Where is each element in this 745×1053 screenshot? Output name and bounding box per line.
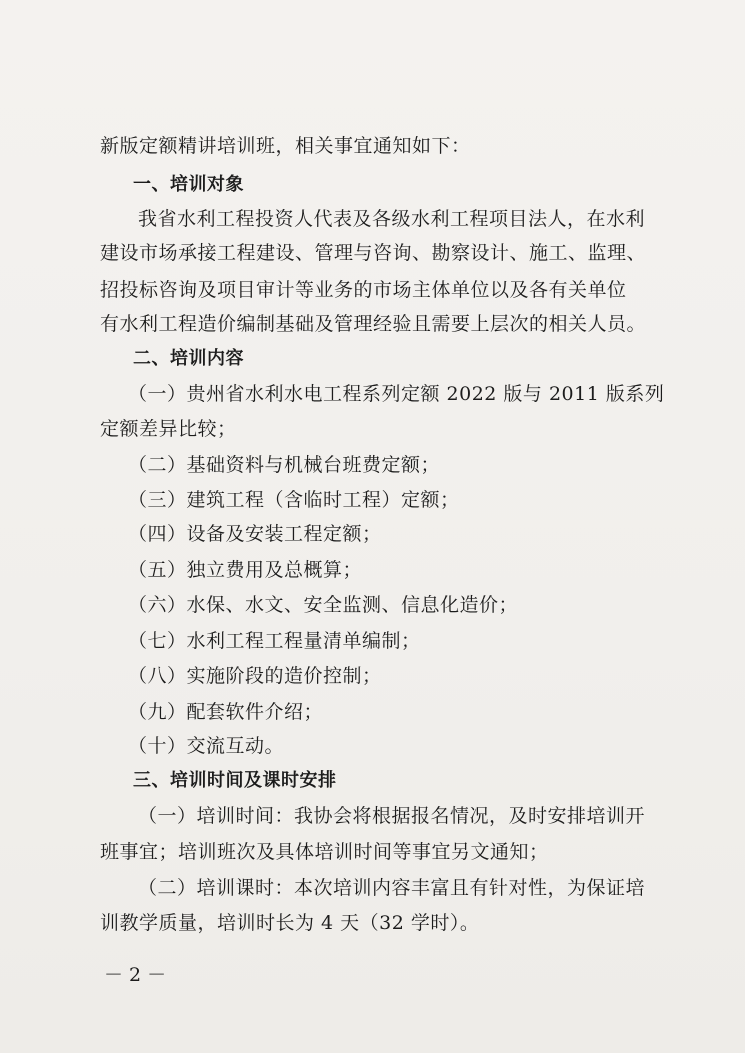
list-item: （七）水利工程工程量清单编制；: [128, 630, 421, 652]
list-item: （十）交流互动。: [128, 735, 285, 757]
intro-line: 新版定额精讲培训班，相关事宜通知如下：: [100, 135, 471, 157]
paragraph-line: （一）培训时间：我协会将根据报名情况，及时安排培训开: [138, 805, 646, 827]
list-item-continuation: 定额差异比较；: [100, 418, 237, 440]
paragraph-line: 有水利工程造价编制基础及管理经验且需要上层次的相关人员。: [100, 313, 647, 335]
paragraph-line: 班事宜；培训班次及具体培训时间等事宜另文通知；: [100, 841, 549, 863]
paragraph-line: 我省水利工程投资人代表及各级水利工程项目法人，在水利: [138, 208, 646, 230]
paragraph-line: 建设市场承接工程建设、管理与咨询、勘察设计、施工、监理、: [100, 242, 647, 264]
paragraph-line: 训教学质量，培训时长为 4 天（32 学时）。: [100, 912, 480, 934]
list-item: （四）设备及安装工程定额；: [128, 523, 382, 545]
list-item: （五）独立费用及总概算；: [128, 559, 363, 581]
list-item: （六）水保、水文、安全监测、信息化造价；: [128, 594, 519, 616]
heading-training-schedule: 三、培训时间及课时安排: [133, 770, 337, 791]
heading-training-content: 二、培训内容: [133, 348, 244, 369]
list-item: （一）贵州省水利水电工程系列定额 2022 版与 2011 版系列: [128, 383, 665, 405]
list-item: （三）建筑工程（含临时工程）定额；: [128, 489, 460, 511]
list-item: （二）基础资料与机械台班费定额；: [128, 454, 441, 476]
list-item: （九）配套软件介绍；: [128, 701, 324, 723]
paragraph-line: 招投标咨询及项目审计等业务的市场主体单位以及各有关单位: [100, 279, 627, 301]
list-item: （八）实施阶段的造价控制；: [128, 665, 382, 687]
heading-training-target: 一、培训对象: [133, 174, 244, 195]
page-number: － 2 －: [104, 964, 167, 986]
paragraph-line: （二）培训课时：本次培训内容丰富且有针对性，为保证培: [138, 877, 646, 899]
